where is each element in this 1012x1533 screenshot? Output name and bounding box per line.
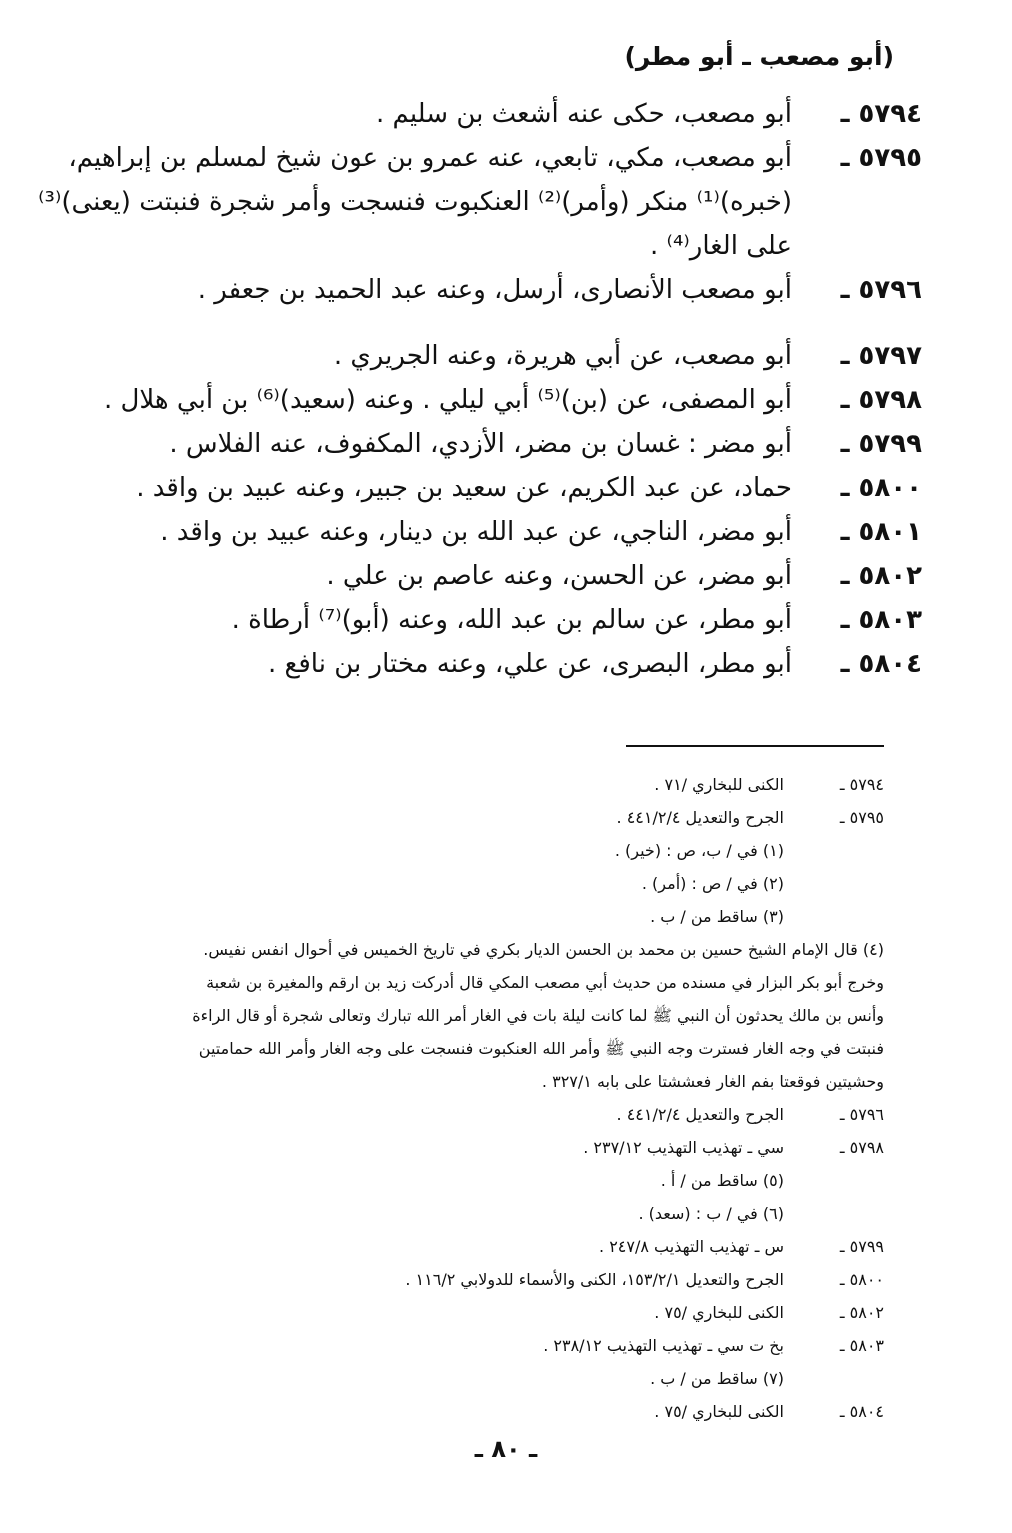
footnote-variant: [84, 1164, 884, 1197]
entry-number: ٥٧٩٥ ـ: [840, 143, 922, 173]
footnote-paragraph-text: (٤) قال الإمام الشيخ حسين بن محمد بن الحسن الديار بكري في تاريخ الخميس في أحوال انفس نفيس.: [203, 940, 884, 959]
entry-text: أبو مضر، الناجي، عن عبد الله بن دينار، وعنه عبيد بن واقد .: [160, 517, 792, 547]
footnote-reference: [84, 1329, 884, 1362]
footnote-number: ٥٨٠٢ ـ: [839, 1303, 884, 1322]
entry-number: ٥٨٠١ ـ: [840, 517, 922, 547]
page-number: ـ ٨٠ ـ: [474, 1435, 538, 1463]
footnote-number: ٥٧٩٩ ـ: [839, 1237, 884, 1256]
footnote-text: سي ـ تهذيب التهذيب ٢٣٧/١٢ .: [583, 1138, 784, 1157]
footnote-text: الجرح والتعديل ٤٤١/٢/٤ .: [616, 808, 784, 827]
footnote-reference: [84, 768, 884, 801]
entry-number: ٥٧٩٤ ـ: [840, 99, 922, 129]
footnote-number: ٥٨٠٣ ـ: [839, 1336, 884, 1355]
footnote-variant-text: (١) في / ب، ص : (خير) .: [614, 841, 784, 860]
footnote-number: ٥٧٩٤ ـ: [839, 775, 884, 794]
footnote-reference: [84, 1230, 884, 1263]
footnote-paragraph-line: [84, 1065, 884, 1098]
footnote-text: الكنى للبخاري /٧١ .: [654, 775, 784, 794]
entry-text: أبو مطر، عن سالم بن عبد الله، وعنه (أبو)⁽⁷⁾ أرطاة .: [231, 605, 792, 635]
footnote-reference: [84, 1296, 884, 1329]
main-text: [38, 92, 922, 686]
footnote-variant-text: (٧) ساقط من / ب .: [650, 1369, 784, 1388]
footnote-number: ٥٧٩٥ ـ: [839, 808, 884, 827]
entry: [68, 136, 922, 180]
entry-number: ٥٧٩٦ ـ: [840, 275, 922, 305]
entry-number: ٥٨٠٣ ـ: [840, 605, 922, 635]
entry-text: حماد، عن عبد الكريم، عن سعيد بن جبير، وعنه عبيد بن واقد .: [136, 473, 792, 503]
footnote-paragraph-line: [84, 966, 884, 999]
entry: [82, 422, 922, 466]
entry-text: أبو المصفى، عن (بن)⁽⁵⁾ أبي ليلي . وعنه (سعيد)⁽⁶⁾ بن أبي هلال .: [104, 385, 792, 415]
footnotes: [84, 768, 884, 1428]
entry-text: أبو مصعب الأنصارى، أرسل، وعنه عبد الحميد بن جعفر .: [197, 275, 792, 305]
entry: [82, 554, 922, 598]
footnote-variant: [84, 834, 884, 867]
entry: [82, 268, 922, 312]
entry-number: ٥٧٩٨ ـ: [840, 385, 922, 415]
entry: [82, 92, 922, 136]
entry-number: ٥٧٩٧ ـ: [840, 341, 922, 371]
entry-text: أبو مصعب، مكي، تابعي، عنه عمرو بن عون شيخ لمسلم بن إبراهيم،: [68, 143, 792, 173]
footnote-text: الكنى للبخاري /٧٥ .: [654, 1402, 784, 1421]
footnote-number: ٥٨٠٤ ـ: [839, 1402, 884, 1421]
footnote-variant-text: (٣) ساقط من / ب .: [650, 907, 784, 926]
footnote-paragraph-line: [84, 999, 884, 1032]
entry-number: ٥٨٠٤ ـ: [840, 649, 922, 679]
footnote-separator: [626, 745, 884, 747]
entry: [82, 334, 922, 378]
footnote-reference: [84, 1263, 884, 1296]
footnote-paragraph-text: فنبتت في وجه الغار فسترت وجه النبي ﷺ وأمر الله العنكبوت فنسجت على وجه الغار وأمر الله حمامتين: [198, 1039, 884, 1058]
footnote-text: س ـ تهذيب التهذيب ٢٤٧/٨ .: [599, 1237, 784, 1256]
footnote-reference: [84, 1131, 884, 1164]
entry: [82, 466, 922, 510]
running-header: (أبو مصعب ـ أبو مطر): [624, 42, 894, 71]
entry-continuation: على الغار⁽⁴⁾ .: [650, 231, 792, 261]
footnote-number: ٥٧٩٦ ـ: [839, 1105, 884, 1124]
entry-text: أبو مطر، البصرى، عن علي، وعنه مختار بن نافع .: [268, 649, 792, 679]
footnote-number: ٥٧٩٨ ـ: [839, 1138, 884, 1157]
footnote-reference: [84, 1395, 884, 1428]
entry-number: ٥٧٩٩ ـ: [840, 429, 922, 459]
footnote-paragraph-line: [84, 933, 884, 966]
footnote-variant-text: (٢) في / ص : (أمر) .: [641, 874, 784, 893]
footnote-paragraph-line: [84, 1032, 884, 1065]
footnote-paragraph-text: وحشيتين فوقعتا بفم الغار فعششتا على بابه ٣٢٧/١ .: [541, 1072, 884, 1091]
footnote-text: بخ ت سي ـ تهذيب التهذيب ٢٣٨/١٢ .: [543, 1336, 784, 1355]
footnote-variant-text: (٥) ساقط من / أ .: [660, 1171, 784, 1190]
entry-number: ٥٨٠٢ ـ: [840, 561, 922, 591]
entry: [82, 510, 922, 554]
footnote-text: الجرح والتعديل ١٥٣/٢/١، الكنى والأسماء للدولابي ١١٦/٢ .: [405, 1270, 784, 1289]
footnote-variant: [84, 867, 884, 900]
entry-continuation: (خبره)⁽¹⁾ منكر (وأمر)⁽²⁾ العنكبوت فنسجت وأمر شجرة فنبتت (يعنى)⁽³⁾: [38, 187, 792, 217]
footnote-variant: [84, 1197, 884, 1230]
entry-text: أبو مضر، عن الحسن، وعنه عاصم بن علي .: [326, 561, 792, 591]
footnote-variant: [84, 900, 884, 933]
entry-text: أبو مضر : غسان بن مضر، الأزدي، المكفوف، عنه الفلاس .: [169, 429, 792, 459]
footnote-text: الكنى للبخاري /٧٥ .: [654, 1303, 784, 1322]
footnote-paragraph-text: وأنس بن مالك يحدثون أن النبي ﷺ لما كانت ليلة بات في الغار أمر الله تبارك وتعالى شجرة أو قال الراءة: [192, 1006, 884, 1025]
entry-text: أبو مصعب، حكى عنه أشعث بن سليم .: [376, 99, 792, 129]
entry: [82, 378, 922, 422]
footnote-paragraph-text: وخرج أبو بكر البزار في مسنده من حديث أبي مصعب المكي قال أدركت زيد بن ارقم والمغيرة بن شعبة: [206, 973, 884, 992]
footnote-variant: [84, 1362, 884, 1395]
paragraph-gap: [82, 312, 922, 334]
entry: [82, 642, 922, 686]
footnote-text: الجرح والتعديل ٤٤١/٢/٤ .: [616, 1105, 784, 1124]
footnote-reference: [84, 801, 884, 834]
entry: [82, 598, 922, 642]
footnote-reference: [84, 1098, 884, 1131]
entry-text: أبو مصعب، عن أبي هريرة، وعنه الجريري .: [333, 341, 792, 371]
footnote-number: ٥٨٠٠ ـ: [839, 1270, 884, 1289]
footnote-variant-text: (٦) في / ب : (سعد) .: [638, 1204, 784, 1223]
entry-number: ٥٨٠٠ ـ: [840, 473, 922, 503]
